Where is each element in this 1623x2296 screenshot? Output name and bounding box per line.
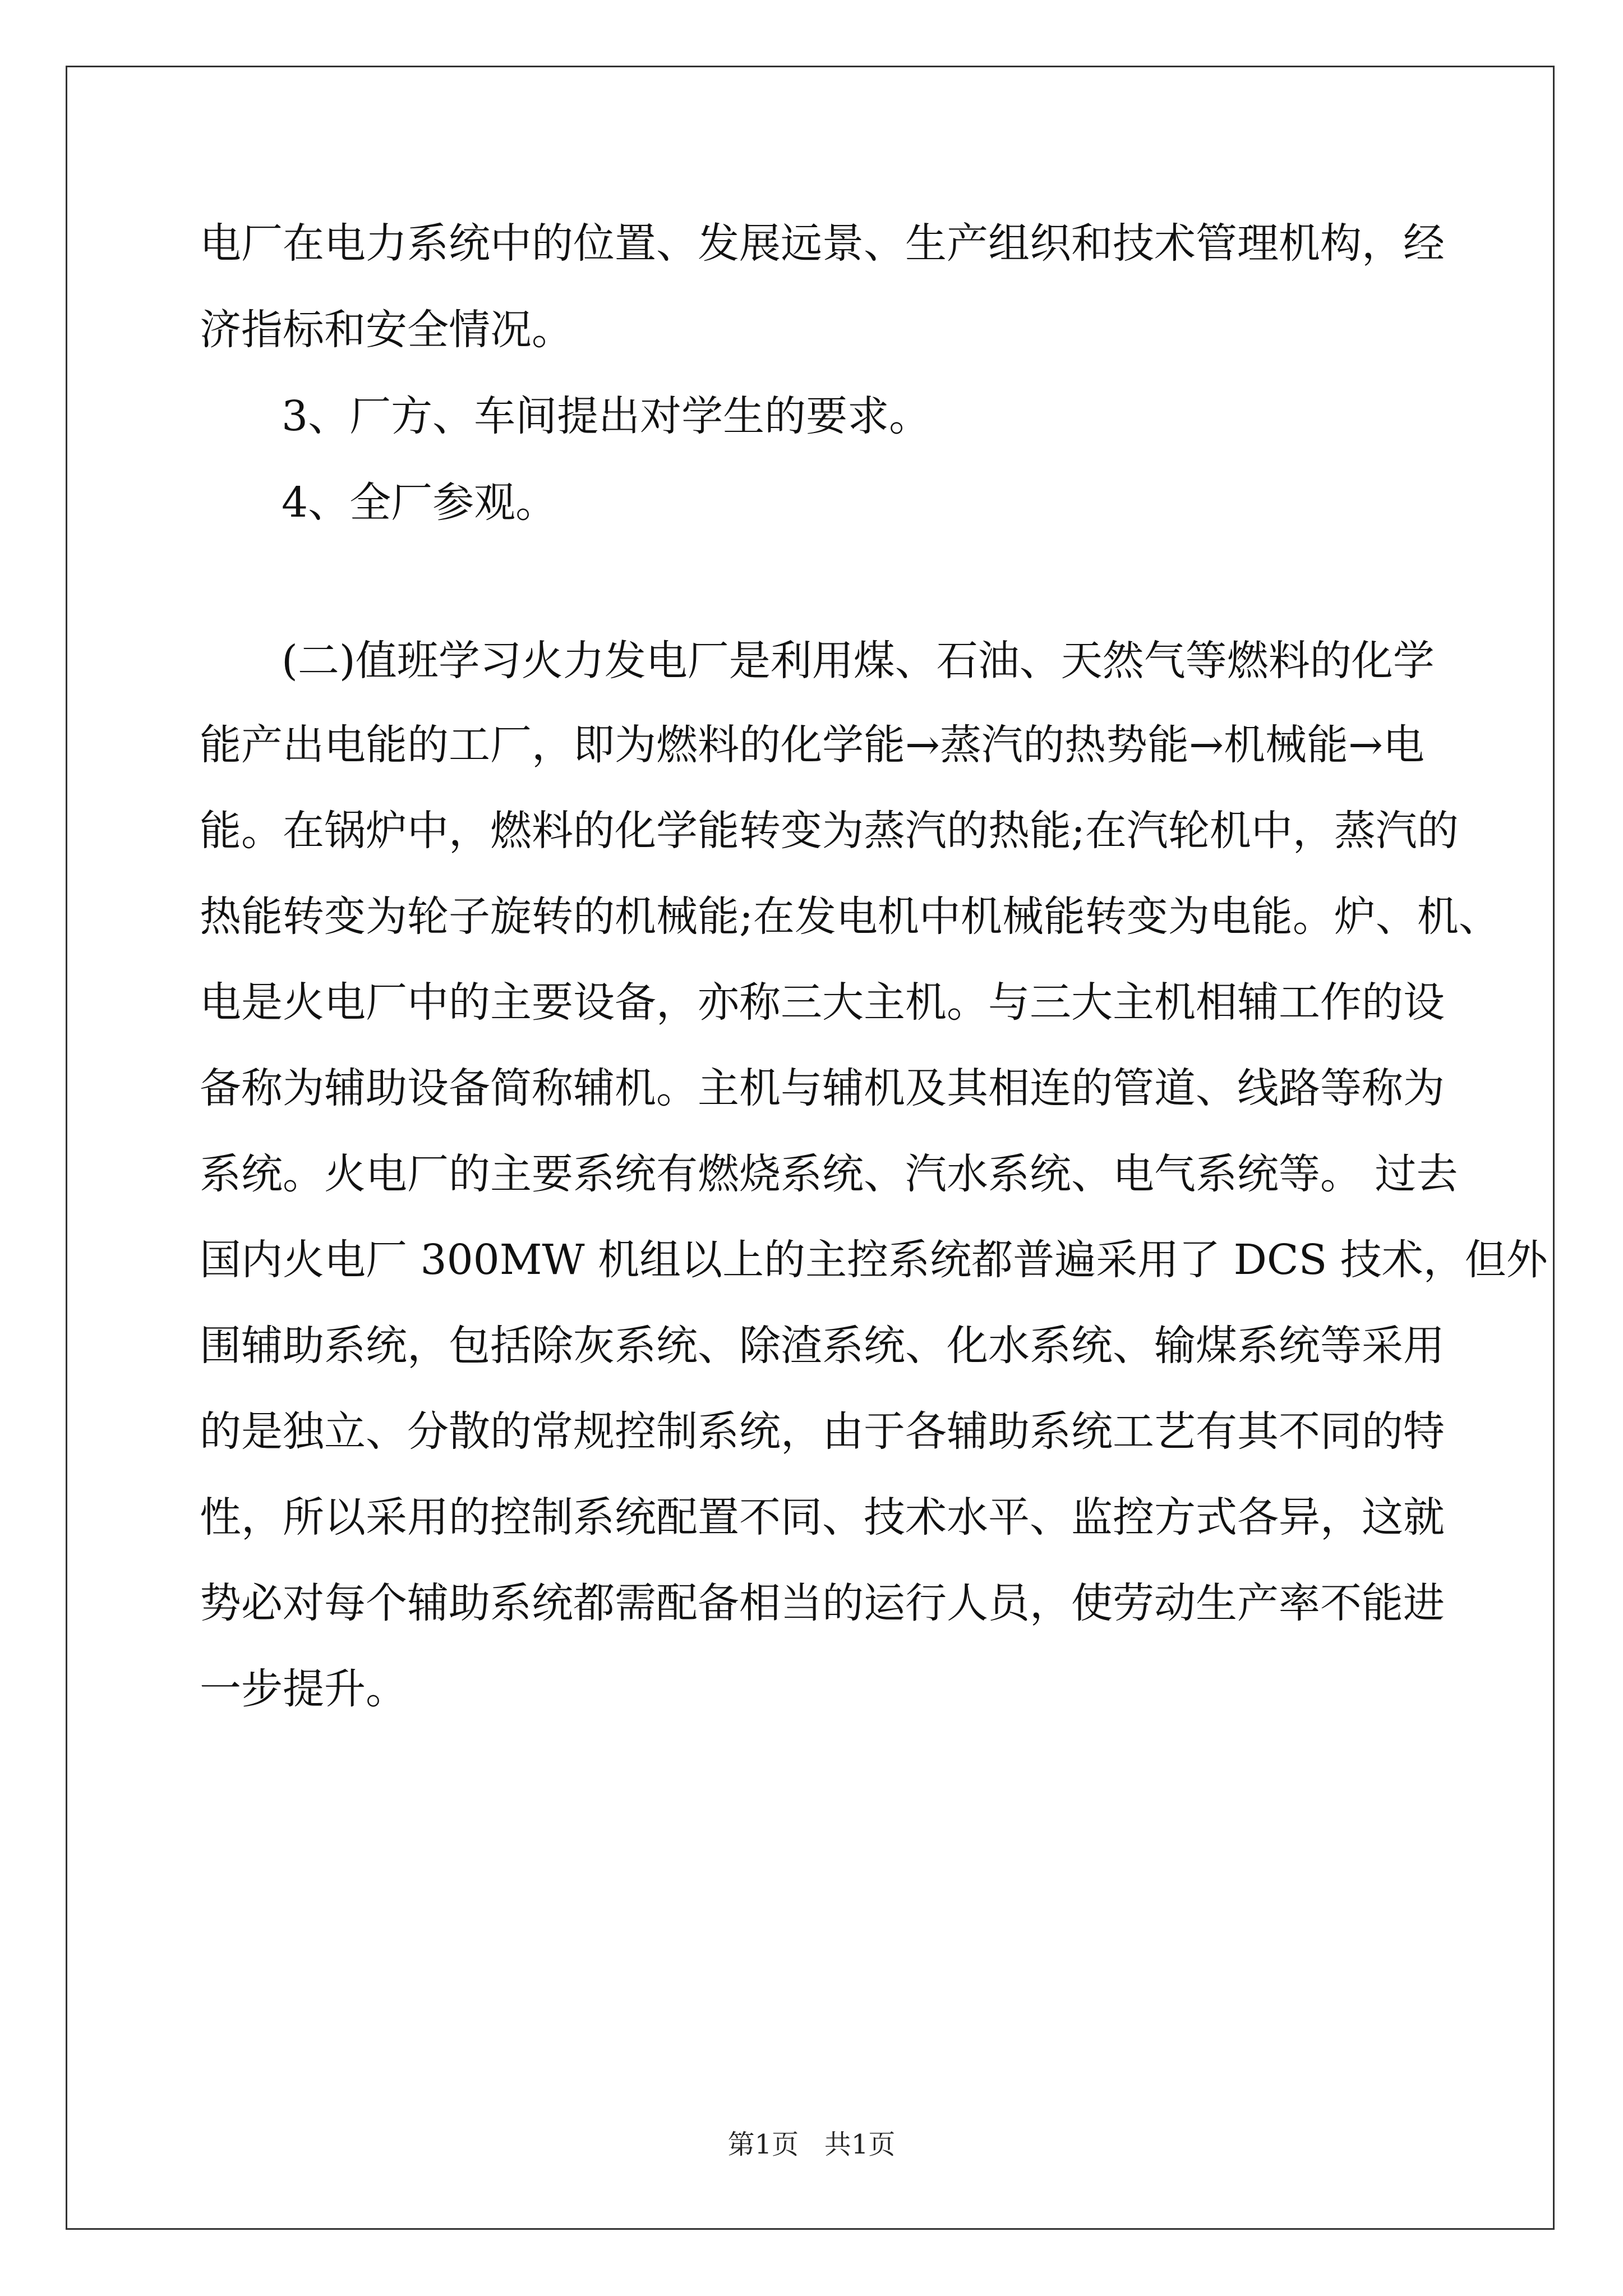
text-line: 能。在锅炉中，燃料的化学能转变为蒸汽的热能;在汽轮机中，蒸汽的	[200, 807, 1459, 855]
text-line: 一步提升。	[200, 1665, 407, 1713]
text-line: 的是独立、分散的常规控制系统，由于各辅助系统工艺有其不同的特	[200, 1407, 1445, 1456]
text-line: 围辅助系统，包括除灰系统、除渣系统、化水系统、输煤系统等采用	[200, 1322, 1445, 1370]
text-line: 电厂在电力系统中的位置、发展远景、生产组织和技术管理机构，经	[200, 219, 1445, 268]
text-line: (二)值班学习火力发电厂是利用煤、石油、天然气等燃料的化学	[282, 637, 1435, 685]
text-line: 性，所以采用的控制系统配置不同、技术水平、监控方式各异，这就	[200, 1493, 1445, 1542]
page-footer: 第1页 共1页	[727, 2129, 896, 2160]
text-line: 3、厂方、车间提出对学生的要求。	[282, 392, 931, 440]
text-line: 4、全厂参观。	[282, 478, 557, 527]
text-line: 电是火电厂中的主要设备，亦称三大主机。与三大主机相辅工作的设	[200, 978, 1445, 1027]
text-line: 国内火电厂 300MW 机组以上的主控系统都普遍采用了 DCS 技术，但外	[200, 1236, 1548, 1284]
text-line: 势必对每个辅助系统都需配备相当的运行人员，使劳动生产率不能进	[200, 1579, 1445, 1627]
page-border	[66, 66, 1555, 2230]
text-line: 热能转变为轮子旋转的机械能;在发电机中机械能转变为电能。炉、机、	[200, 892, 1500, 941]
text-line: 系统。火电厂的主要系统有燃烧系统、汽水系统、电气系统等。 过去	[200, 1150, 1458, 1198]
text-line: 能产出电能的工厂，即为燃料的化学能→蒸汽的热势能→机械能→电	[200, 721, 1425, 769]
text-line: 备称为辅助设备简称辅机。主机与辅机及其相连的管道、线路等称为	[200, 1064, 1445, 1112]
text-line: 济指标和安全情况。	[200, 306, 573, 354]
